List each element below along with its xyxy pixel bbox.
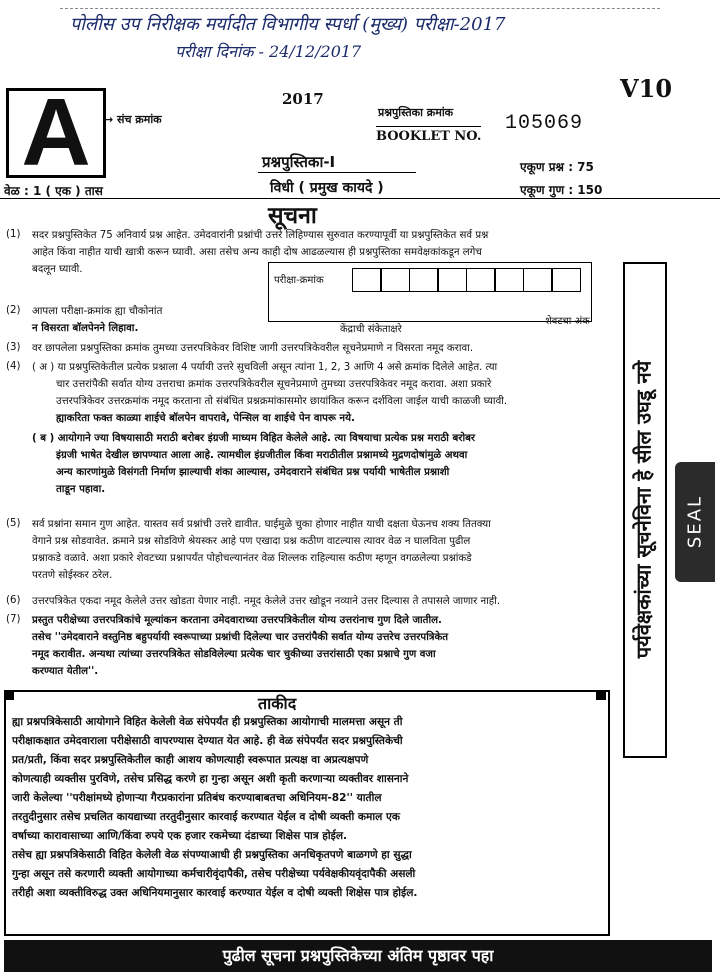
center-code-label: केंद्राची संकेताक्षरे: [340, 324, 402, 335]
instruction-line: ( ब ) आयोगाने ज्या विषयासाठी मराठी बरोबर इंग्रजी माध्यम विहित केलेले आहे. त्या विषयाचा प्रत्येक प्रश्न मराठी बरोबर: [32, 433, 476, 444]
instruction-line: नमूद करावीत. अन्यथा त्यांच्या उत्तरपत्रिकेत सोडविलेल्या प्रत्येक चार चुकीच्या उत्तरांसाठी एका प्रश्नाचे गुण वजा: [32, 649, 436, 660]
booklet-label-marathi: प्रश्नपुस्तिका क्रमांक: [378, 106, 454, 119]
exam-number-cells[interactable]: [353, 268, 581, 292]
warning-heading: ताकीद: [258, 694, 297, 713]
warning-line: तसेच ह्या प्रश्नपत्रिकेसाठी विहित केलेली वेळ संपण्याआधी ही प्रश्नपुस्तिका अनधिकृतपणे बाळगणे हा सुद्धा: [12, 849, 412, 861]
instruction-line: परतणे सोईस्कर ठरेल.: [32, 570, 113, 581]
digit-cell[interactable]: [466, 268, 496, 292]
subject-title: विधी ( प्रमुख कायदे ): [270, 180, 384, 196]
item-number: (1): [6, 229, 21, 240]
warning-line: ह्या प्रश्नपत्रिकेसाठी आयोगाने विहित केलेली वेळ संपेपर्यंत ही प्रश्नपुस्तिका आयोगाची मालमत्ता असून ती: [12, 716, 403, 728]
instruction-line: वेगाने प्रश्न सोडवावेत. क्रमाने प्रश्न सोडविणे श्रेयस्कर आहे पण एखादा प्रश्न कठीण वाटल्यास त्यावर वेळ न घालविता पुढील: [32, 536, 471, 547]
instruction-line: इंग्रजी भाषेत देखील छापण्यात आला आहे. त्यामधील इंग्रजीतील किंवा मराठीतील प्रश्नामध्ये मुद्रणदोषांमुळे अथवा: [56, 450, 468, 461]
digit-cell[interactable]: [523, 268, 553, 292]
instruction-line: तसेच ''उमेदवाराने वस्तुनिष्ठ बहुपर्यायी स्वरूपाच्या प्रश्नांची दिलेल्या चार उत्तरांपैकी सर्वात योग्य उत्तरेच उत्तरपत्रिकेत: [32, 632, 449, 643]
warning-line: प्रत/प्रती, किंवा सदर प्रश्नपुस्तिकेतील काही आशय कोणत्याही स्वरूपात प्रत्यक्ष वा अप्रत्यक्षपणे: [12, 754, 369, 766]
instruction-line: आहेत किंवा नाहीत याची खात्री करून घ्यावी. असा तसेच अन्य काही दोष आढळल्यास ही प्रश्नपुस्तिका समवेक्षकांकडून लगेच: [32, 247, 482, 258]
instruction-line: प्रश्नाकडे वळावे. अशा प्रकारे शेवटच्या प्रश्नापर्यंत पोहोचल्यानंतर वेळ शिल्लक राहिल्यास कठीण म्हणून वगळलेल्या प्रश्नांकडे: [32, 553, 472, 564]
instruction-4: [32, 359, 618, 498]
instructions-heading: सूचना: [268, 202, 317, 229]
handwritten-exam-date: परीक्षा दिनांक - 24/12/2017: [175, 42, 362, 61]
footer-banner: पुढील सूचना प्रश्नपुस्तिकेच्या अंतिम पृष्ठावर पहा: [4, 940, 712, 972]
instruction-line: प्रस्तुत परीक्षेच्या उत्तरपत्रिकांचे मूल्यांकन करताना उमेदवाराच्या उत्तरपत्रिकेतील योग्य उत्तरांनाच गुण दिले जातील.: [32, 615, 442, 626]
instruction-line: करण्यात येतील''.: [32, 666, 99, 677]
total-marks: एकूण गुण : 150: [520, 183, 603, 197]
instruction-line: सदर प्रश्नपुस्तिकेत 75 अनिवार्य प्रश्न आहेत. उमेदवारांनी प्रश्नांची उत्तरे लिहिण्यास सुरुवात करण्यापूर्वी या प्रश्नपुस्तिकेत सर्व प्रश्न: [32, 230, 489, 241]
digit-cell[interactable]: [409, 268, 439, 292]
instruction-line: न विसरता बॉलपेनने लिहावा.: [32, 323, 139, 334]
warning-text: [12, 713, 606, 903]
last-digit-label: शेवटचा अंक: [545, 316, 590, 327]
seal-warning-text: पर्यवेक्षकांच्या सूचनेविना हे सील उघडू नये: [631, 360, 656, 659]
instruction-line: सर्व प्रश्नांना समान गुण आहेत. यास्तव सर्व प्रश्नांची उत्तरे द्यावीत. घाईमुळे चुका होणार नाहीत याची दक्षता घेऊनच शक्य तितक्या: [32, 519, 491, 530]
digit-cell[interactable]: [380, 268, 410, 292]
series-letter-box: A: [6, 88, 106, 178]
item-number: (2): [6, 305, 21, 316]
instruction-line: वर छापलेला प्रश्नपुस्तिका क्रमांक तुमच्या उत्तरपत्रिकेवर विशिष्ट जागी उत्तरपत्रिकेवरील सूचनेप्रमाणे न विसरता नमूद करावा.: [32, 343, 474, 354]
instruction-line: ह्याकरिता फक्त काळ्या शाईचे बॉलपेन वापरावे, पेन्सिल वा शाईचे पेन वापरू नये.: [56, 413, 355, 424]
warning-line: तरतुदीनुसार तसेच प्रचलित कायद्याच्या तरतुदीनुसार कारवाई करण्यात येईल व दोषी व्यक्ती कमाल एक: [12, 811, 400, 823]
item-number: (3): [6, 342, 21, 353]
item-number: (7): [6, 614, 21, 625]
item-number: (6): [6, 595, 21, 606]
digit-cell[interactable]: [551, 268, 581, 292]
booklet-label-english: BOOKLET NO.: [376, 126, 481, 144]
corner-mark: [4, 690, 14, 700]
booklet-number: 105069: [505, 112, 584, 135]
total-questions: एकूण प्रश्न : 75: [520, 160, 594, 174]
instruction-line: बदलून घ्यावी.: [32, 264, 83, 275]
instruction-line: ताडून पहावा.: [56, 484, 106, 495]
instruction-line: ( अ ) या प्रश्नपुस्तिकेतील प्रत्येक प्रश्नाला 4 पर्यायी उत्तरे सुचविली असून त्यांना 1, 2, 3 आणि 4 असे क्रमांक दिलेले आहेत. त्या: [32, 362, 498, 373]
version-code: V10: [620, 74, 673, 103]
instruction-5: [32, 516, 618, 584]
instruction-line: चार उत्तरांपैकी सर्वात योग्य उत्तराचा क्रमांक उत्तरपत्रिकेवरील सूचनेप्रमाणे तुमच्या उत्तरपत्रिकेवर नमूद करावा. अशा प्रकारे: [56, 379, 492, 390]
sanch-kramank-label: → संच क्रमांक: [104, 113, 162, 126]
instruction-6: [32, 593, 618, 610]
top-dash-line: [60, 8, 660, 9]
item-number: (4): [6, 361, 21, 372]
title-underline: [258, 172, 416, 173]
instruction-line: उत्तरपत्रिकेत एकदा नमूद केलेले उत्तर खोडता येणार नाही. नमूद केलेले उत्तर खोडून नव्याने उत्तर दिल्यास ते तपासले जाणार नाही.: [32, 596, 501, 607]
exam-number-label: परीक्षा-क्रमांक: [274, 275, 324, 286]
instruction-line: आपला परीक्षा-क्रमांक ह्या चौकोनांत: [32, 306, 163, 317]
corner-mark: [596, 690, 606, 700]
time-duration: वेळ : 1 ( एक ) तास: [4, 184, 103, 198]
booklet-title: प्रश्नपुस्तिका-I: [262, 153, 336, 171]
warning-line: जारी केलेल्या ''परीक्षांमध्ये होणाऱ्या गैरप्रकारांना प्रतिबंध करण्याबाबतचा अधिनियम-82'' यातील: [12, 792, 382, 804]
handwritten-exam-title: पोलीस उप निरीक्षक मर्यादीत विभागीय स्पर्धा (मुख्य) परीक्षा-2017: [70, 14, 506, 35]
item-number: (5): [6, 518, 21, 529]
digit-cell[interactable]: [494, 268, 524, 292]
instruction-7: [32, 612, 618, 680]
warning-line: वर्षाच्या कारावासाच्या आणि/किंवा रुपये एक हजार रकमेच्या दंडाच्या शिक्षेस पात्र होईल.: [12, 830, 348, 842]
warning-line: तरीही अशा व्यक्तीविरुद्ध उक्त अधिनियमानुसार कारवाई करण्यात येईल व दोषी व्यक्ती शिक्षेस पात्र होईल.: [12, 887, 418, 899]
instruction-line: उत्तरपत्रिकेवर उत्तरक्रमांक नमूद करताना तो संबंधित प्रश्नक्रमांकासमोर छायांकित करून दर्शविला जाईल याची काळजी घ्यावी.: [56, 396, 508, 407]
seal-label: SEAL: [684, 494, 706, 549]
warning-line: गुन्हा असून तसे करणारी व्यक्ती आयोगाच्या कर्मचारीवृंदापैकी, तसेच परीक्षेच्या पर्यवेक्षकीयवृंदापैकी असली: [12, 868, 416, 880]
instruction-line: अन्य कारणांमुळे विसंगती निर्माण झाल्याची शंका आल्यास, उमेदवाराने संबंधित प्रश्न पर्यायी भाषेतील प्रश्नाशी: [56, 467, 450, 478]
warning-line: कोणत्याही व्यक्तीस पुरविणे, तसेच प्रसिद्ध करणे हा गुन्हा असून अशी कृती करणाऱ्या व्यक्तीवर शासनाने: [12, 773, 409, 785]
header-divider: [0, 198, 720, 199]
instruction-3: [32, 340, 618, 357]
warning-line: परीक्षाकक्षात उमेदवाराला परीक्षेसाठी वापरण्यास देण्यात येत आहे. ही वेळ संपेपर्यंत सदर प्रश्नपुस्तिकेची: [12, 735, 403, 747]
digit-cell[interactable]: [352, 268, 382, 292]
digit-cell[interactable]: [437, 268, 467, 292]
instruction-2: [32, 303, 262, 337]
exam-year: 2017: [282, 90, 324, 108]
